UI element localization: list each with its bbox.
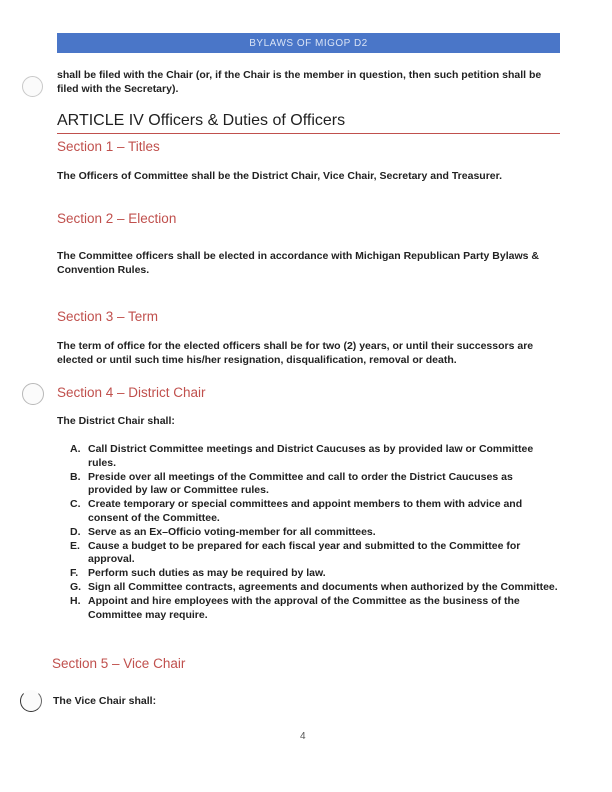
section-4-intro: The District Chair shall: — [57, 415, 175, 427]
article-heading: ARTICLE IV Officers & Duties of Officers — [57, 112, 560, 134]
section-3-heading: Section 3 – Term — [57, 309, 159, 324]
duty-item — [70, 443, 560, 470]
duty-text: Create temporary or special committees and appoint members to them with advice and consent of the Committee. — [88, 498, 523, 524]
section-1-body: The Officers of Committee shall be the District Chair, Vice Chair, Secretary and Treasurer. — [57, 170, 503, 182]
duty-item — [70, 526, 560, 540]
duty-item — [70, 471, 560, 498]
section-5-intro: The Vice Chair shall: — [53, 695, 157, 707]
duty-item — [70, 540, 560, 567]
duty-text: Call District Committee meetings and District Caucuses as by provided law or Committee rules. — [88, 443, 534, 469]
duty-marker: C. — [70, 498, 81, 510]
section-1-heading: Section 1 – Titles — [57, 139, 160, 154]
district-chair-duties-list — [70, 443, 560, 623]
punch-hole-mark — [20, 690, 42, 712]
duty-text: Appoint and hire employees with the approval of the Committee as the business of the Committee may require. — [88, 595, 520, 621]
duty-marker: G. — [70, 581, 82, 593]
duty-marker: H. — [70, 595, 81, 607]
document-title: BYLAWS OF MIGOP D2 — [249, 37, 368, 49]
continuation-paragraph: shall be filed with the Chair (or, if the Chair is the member in question, then such petition shall be filed with the Secretary). — [57, 69, 542, 95]
punch-hole-mark — [22, 383, 44, 405]
duty-marker: B. — [70, 470, 81, 483]
duty-marker: F. — [70, 567, 79, 579]
duty-text: Perform such duties as may be required by law. — [88, 567, 326, 579]
duty-text: Preside over all meetings of the Committee and call to order the District Caucuses as provided by law or Committee rules. — [88, 470, 513, 496]
duty-text: Serve as an Ex–Officio voting-member for all committees. — [88, 525, 376, 538]
page-number: 4 — [300, 731, 306, 742]
section-2-heading: Section 2 – Election — [57, 211, 177, 226]
section-4-heading: Section 4 – District Chair — [57, 385, 206, 400]
duty-text: Sign all Committee contracts, agreements and documents when authorized by the Committee. — [88, 581, 558, 593]
section-5-heading: Section 5 – Vice Chair — [52, 656, 186, 671]
duty-item — [70, 581, 560, 595]
duty-marker: D. — [70, 525, 81, 538]
section-3-body: The term of office for the elected officers shall be for two (2) years, or until their successors are elected or until such time his/her resignation, disqualification, removal or death. — [57, 340, 534, 366]
duty-item — [70, 595, 560, 622]
section-2-body: The Committee officers shall be elected in accordance with Michigan Republican Party Bylaws & Convention Rules. — [57, 250, 539, 276]
duty-marker: E. — [70, 539, 80, 552]
header-bar — [57, 33, 560, 53]
duty-text: Cause a budget to be prepared for each fiscal year and submitted to the Committee for approval. — [88, 539, 521, 565]
duty-marker: A. — [70, 443, 81, 455]
duty-item — [70, 567, 560, 581]
duty-item — [70, 498, 560, 525]
punch-hole-mark — [22, 76, 43, 97]
